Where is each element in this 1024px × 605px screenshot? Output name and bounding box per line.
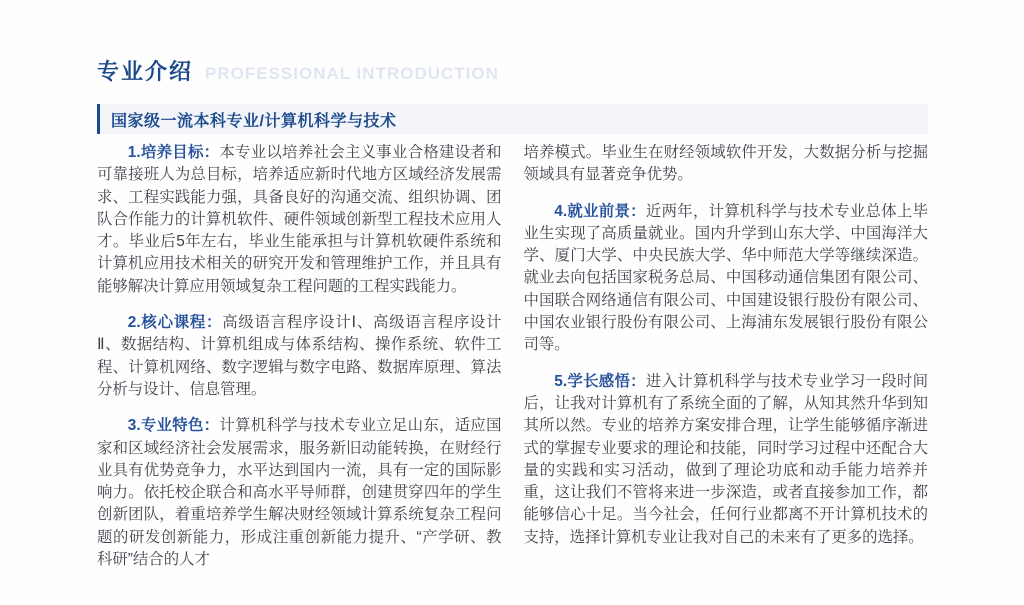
content-columns	[97, 142, 928, 585]
para-employment-prospects	[524, 201, 929, 357]
page-subtitle: PROFESSIONAL INTRODUCTION	[205, 64, 499, 83]
para-core-courses-text: 高级语言程序设计Ⅰ、高级语言程序设计Ⅱ、数据结构、计算机组成与体系结构、操作系统、软件工程、计算机网络、数字逻辑与数字电路、数据库原理、算法分析与设计、信息管理。	[97, 314, 502, 398]
para-employment-prospects-label: 4.就业前景：	[554, 202, 646, 220]
para-training-goal	[97, 142, 502, 298]
para-core-courses-label: 2.核心课程：	[127, 314, 223, 332]
section-heading-bar	[97, 104, 928, 134]
section-heading: 国家级一流本科专业/计算机科学与技术	[111, 112, 397, 130]
para-senior-reflections-label: 5.学长感悟：	[554, 372, 646, 390]
para-senior-reflections	[524, 371, 929, 549]
para-specialty-features-continuation-text: 培养模式。毕业生在财经领域软件开发，大数据分析与挖掘领域具有显著竞争优势。	[523, 144, 928, 184]
page-header	[97, 55, 499, 86]
para-core-courses	[97, 312, 502, 401]
para-specialty-features	[97, 415, 502, 571]
para-training-goal-label: 1.培养目标：	[127, 144, 220, 161]
left-column	[97, 142, 502, 585]
right-column	[524, 142, 929, 585]
para-senior-reflections-text: 进入计算机科学与技术专业学习一段时间后，让我对计算机有了系统全面的了解，从知其然升华到知其所以然。专业的培养方案安排合理，让学生能够循序渐进式的掌握专业要求的理论和技能，同时学习过程中还配合大量的实践和实习活动，做到了理论功底和动手能力培养并重，这让我们不管将来进一步深造，或者直接参加工作，都能够信心十足。当今社会，任何行业都离不开计算机技术的支持，选择计算机专业让我对自己的未来有了更多的选择。	[523, 372, 928, 546]
para-specialty-features-text: 计算机科学与技术专业立足山东，适应国家和区域经济社会发展需求，服务新旧动能转换，在财经行业具有优势竞争力，水平达到国内一流，具有一定的国际影响力。依托校企联合和高水平导师群，创建贯穿四年的学生创新团队，着重培养学生解决财经领域计算系统复杂工程问题的研发创新能力，形成注重创新能力提升、“产学研、教科研”结合的人才	[97, 417, 502, 569]
page-title: 专业介绍	[97, 59, 194, 84]
para-specialty-features-continuation	[524, 142, 929, 187]
para-specialty-features-label: 3.专业特色：	[127, 417, 220, 435]
para-training-goal-text: 本专业以培养社会主义事业合格建设者和可靠接班人为总目标，培养适应新时代地方区域经济发展需求、工程实践能力强，具备良好的沟通交流、组织协调、团队合作能力的计算机软件、硬件领域创新型工程技术应用人才。毕业后5年左右，毕业生能承担与计算机软硬件系统和计算机应用技术相关的研究开发和管理维护工作，并且具有能够解决计算应用领域复杂工程问题的工程实践能力。	[97, 144, 502, 295]
para-employment-prospects-text: 近两年，计算机科学与技术专业总体上毕业生实现了高质量就业。国内升学到山东大学、中国海洋大学、厦门大学、中央民族大学、华中师范大学等继续深造。就业去向包括国家税务总局、中国移动通信集团有限公司、中国联合网络通信有限公司、中国建设银行股份有限公司、中国农业银行股份有限公司、上海浦东发展银行股份有限公司等。	[523, 202, 928, 354]
